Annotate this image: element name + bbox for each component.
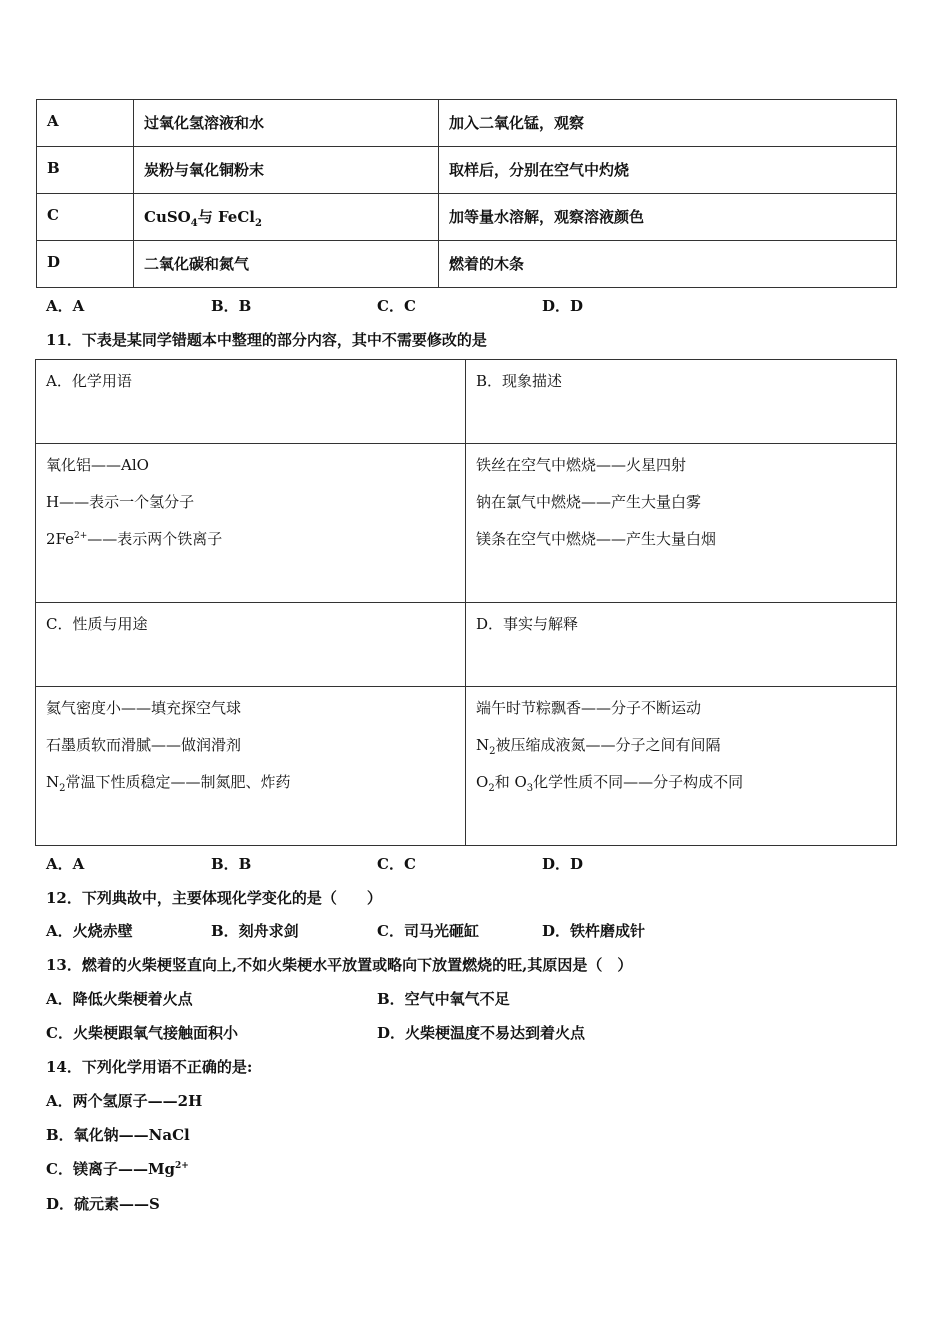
table-row bbox=[37, 147, 897, 194]
table-row bbox=[37, 241, 897, 288]
answer-option-c[interactable]: C．司马光砸缸 bbox=[377, 922, 479, 940]
section-c-line: 氦气密度小——填充探空气球 bbox=[46, 699, 242, 717]
section-b-heading: B．现象描述 bbox=[476, 372, 563, 390]
row-label: B bbox=[47, 159, 60, 177]
section-c-heading: C．性质与用途 bbox=[46, 615, 148, 633]
section-a-line: H——表示一个氢分子 bbox=[46, 493, 195, 511]
answer-option-a[interactable]: A．A bbox=[46, 297, 85, 315]
row-method: 加入二氧化锰，观察 bbox=[449, 114, 585, 132]
answer-option-c[interactable]: C．C bbox=[377, 855, 416, 873]
section-b-line: 钠在氯气中燃烧——产生大量白雾 bbox=[476, 493, 702, 511]
table-row bbox=[37, 194, 897, 241]
answer-option-a[interactable]: A．降低火柴梗着火点 bbox=[46, 990, 193, 1008]
section-d-line: $O_2$和 $O_3$化学性质不同——分子构成不同 bbox=[476, 773, 744, 794]
answer-option-d[interactable]: D．D bbox=[542, 297, 584, 315]
question-11-stem: 11．下表是某同学错题本中整理的部分内容，其中不需要修改的是 bbox=[46, 331, 487, 349]
answer-option-b[interactable]: B．空气中氧气不足 bbox=[377, 990, 510, 1008]
question-14-stem: 14．下列化学用语不正确的是: bbox=[46, 1058, 253, 1076]
section-b-line: 铁丝在空气中燃烧——火星四射 bbox=[476, 456, 687, 474]
row-item: CuSO$_4$与 FeCl$_2$ bbox=[144, 208, 262, 229]
answer-option-c[interactable]: C．火柴梗跟氧气接触面积小 bbox=[46, 1024, 238, 1042]
answer-option-d[interactable]: D．硫元素——S bbox=[46, 1195, 160, 1213]
answer-option-d[interactable]: D．铁杵磨成针 bbox=[542, 922, 646, 940]
row-item: 炭粉与氧化铜粉末 bbox=[144, 161, 265, 179]
row-label: C bbox=[47, 206, 59, 224]
section-a-line: 氧化铝——AlO bbox=[46, 456, 149, 474]
question-12-stem: 12．下列典故中，主要体现化学变化的是（ ） bbox=[46, 889, 382, 907]
section-d-heading: D．事实与解释 bbox=[476, 615, 579, 633]
answer-option-d[interactable]: D．火柴梗温度不易达到着火点 bbox=[377, 1024, 586, 1042]
row-method: 燃着的木条 bbox=[449, 255, 525, 273]
answer-option-a[interactable]: A．两个氢原子——2H bbox=[46, 1092, 203, 1110]
answer-option-a[interactable]: A．火烧赤壁 bbox=[46, 922, 133, 940]
answer-option-a[interactable]: A．A bbox=[46, 855, 85, 873]
row-method: 取样后，分别在空气中灼烧 bbox=[449, 161, 630, 179]
error-notebook-table bbox=[35, 359, 897, 846]
answer-option-b[interactable]: B．氧化钠——NaCl bbox=[46, 1126, 190, 1144]
row-label: D bbox=[47, 253, 61, 271]
answer-option-d[interactable]: D．D bbox=[542, 855, 584, 873]
section-c-line: $N_2$常温下性质稳定——制氮肥、炸药 bbox=[46, 773, 291, 794]
answer-option-c[interactable]: C．C bbox=[377, 297, 416, 315]
row-label: A bbox=[47, 112, 59, 130]
answer-option-b[interactable]: B．B bbox=[211, 297, 252, 315]
section-a-line: $2Fe^{2+}——$表示两个铁离子 bbox=[46, 530, 223, 548]
answer-option-b[interactable]: B．B bbox=[211, 855, 252, 873]
comparison-table bbox=[36, 99, 897, 288]
table-row bbox=[37, 100, 897, 147]
answer-option-b[interactable]: B．刻舟求剑 bbox=[211, 922, 299, 940]
answer-option-c[interactable]: C．镁离子$——Mg^{2+}$ bbox=[46, 1160, 189, 1178]
section-c-line: 石墨质软而滑腻——做润滑剂 bbox=[46, 736, 242, 754]
row-item: 过氧化氢溶液和水 bbox=[144, 114, 265, 132]
section-d-line: 端午时节粽飘香——分子不断运动 bbox=[476, 699, 702, 717]
row-item: 二氧化碳和氮气 bbox=[144, 255, 250, 273]
section-a-heading: A．化学用语 bbox=[46, 372, 132, 390]
row-method: 加等量水溶解，观察溶液颜色 bbox=[449, 208, 645, 226]
section-b-line: 镁条在空气中燃烧——产生大量白烟 bbox=[476, 530, 717, 548]
question-13-stem: 13．燃着的火柴梗竖直向上,不如火柴梗水平放置或略向下放置燃烧的旺,其原因是（ ） bbox=[46, 956, 633, 974]
section-d-line: $N_2$被压缩成液氮——分子之间有间隔 bbox=[476, 736, 721, 757]
